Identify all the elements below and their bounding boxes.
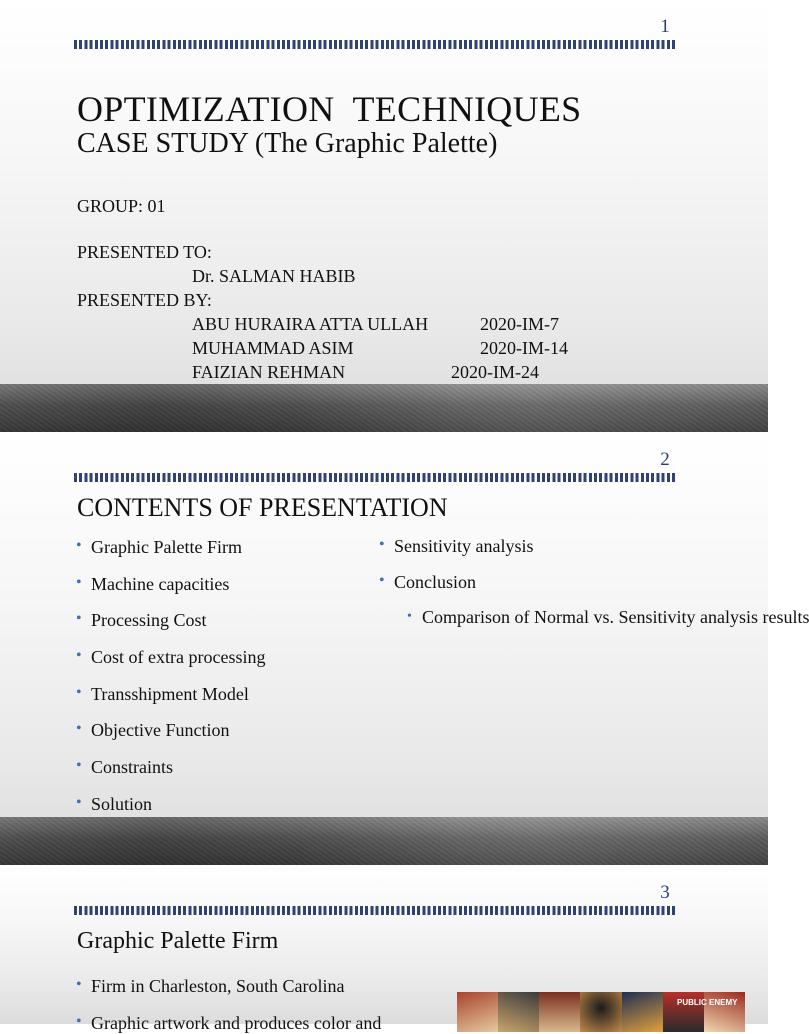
- slide-number: 2: [660, 449, 670, 470]
- list-item: • Machine capacities: [76, 574, 230, 594]
- bullet-icon: •: [76, 720, 82, 737]
- bullet-icon: •: [379, 572, 385, 589]
- slide-1: [0, 0, 768, 432]
- bullet-icon: •: [76, 537, 82, 554]
- member-name: MUHAMMAD ASIM: [192, 338, 354, 358]
- list-item: • Solution: [76, 794, 153, 814]
- group-label: GROUP: 01: [77, 196, 166, 216]
- presentation-subtitle: CASE STUDY (The Graphic Palette): [77, 128, 498, 159]
- list-item: • Conclusion: [379, 572, 477, 592]
- dashed-rule: [74, 906, 676, 915]
- slide-number: 1: [660, 16, 670, 37]
- slide-number: 3: [660, 882, 670, 903]
- bullet-icon: •: [379, 536, 385, 553]
- list-item: • Firm in Charleston, South Carolina: [76, 976, 345, 996]
- bullet-icon: •: [76, 976, 82, 993]
- slide-2: [0, 433, 809, 865]
- list-item: • Graphic artwork and produces color and: [76, 1013, 382, 1033]
- list-item: • Sensitivity analysis: [379, 536, 534, 556]
- bullet-icon: •: [76, 610, 82, 627]
- bullet-icon: •: [76, 794, 82, 811]
- list-item: • Cost of extra processing: [76, 647, 266, 667]
- presented-to-label: PRESENTED TO:: [77, 242, 212, 262]
- presented-to-name: Dr. SALMAN HABIB: [192, 266, 356, 286]
- asphalt-texture-band: [0, 817, 768, 865]
- list-item: • Constraints: [76, 757, 174, 777]
- bullet-icon: •: [76, 757, 82, 774]
- poster-caption: PUBLIC ENEMY: [677, 998, 738, 1007]
- presentation-title: OPTIMIZATION TECHNIQUES: [77, 89, 582, 129]
- list-item: • Processing Cost: [76, 610, 207, 630]
- list-item: • Transshipment Model: [76, 684, 249, 704]
- bullet-icon: •: [76, 647, 82, 664]
- list-item: • Graphic Palette Firm: [76, 537, 242, 557]
- presented-by-label: PRESENTED BY:: [77, 290, 212, 310]
- list-item: • Objective Function: [76, 720, 230, 740]
- list-subitem: • Comparison of Normal vs. Sensitivity analysis results: [422, 604, 722, 631]
- dashed-rule: [74, 473, 676, 482]
- member-id: 2020-IM-14: [480, 338, 568, 358]
- asphalt-texture-band: [0, 384, 768, 432]
- bullet-icon: •: [76, 684, 82, 701]
- member-name: ABU HURAIRA ATTA ULLAH: [192, 314, 429, 334]
- poster-collage-image: [457, 992, 745, 1032]
- member-id: 2020-IM-24: [451, 362, 539, 382]
- bullet-icon: •: [76, 1013, 82, 1030]
- bullet-icon: •: [407, 609, 412, 624]
- member-name: FAIZIAN REHMAN: [192, 362, 346, 382]
- bullet-icon: •: [76, 574, 82, 591]
- member-id: 2020-IM-7: [480, 314, 559, 334]
- slide-3: [0, 866, 768, 1033]
- contents-heading: CONTENTS OF PRESENTATION: [77, 493, 448, 522]
- dashed-rule: [74, 40, 676, 49]
- section-heading: Graphic Palette Firm: [77, 928, 279, 954]
